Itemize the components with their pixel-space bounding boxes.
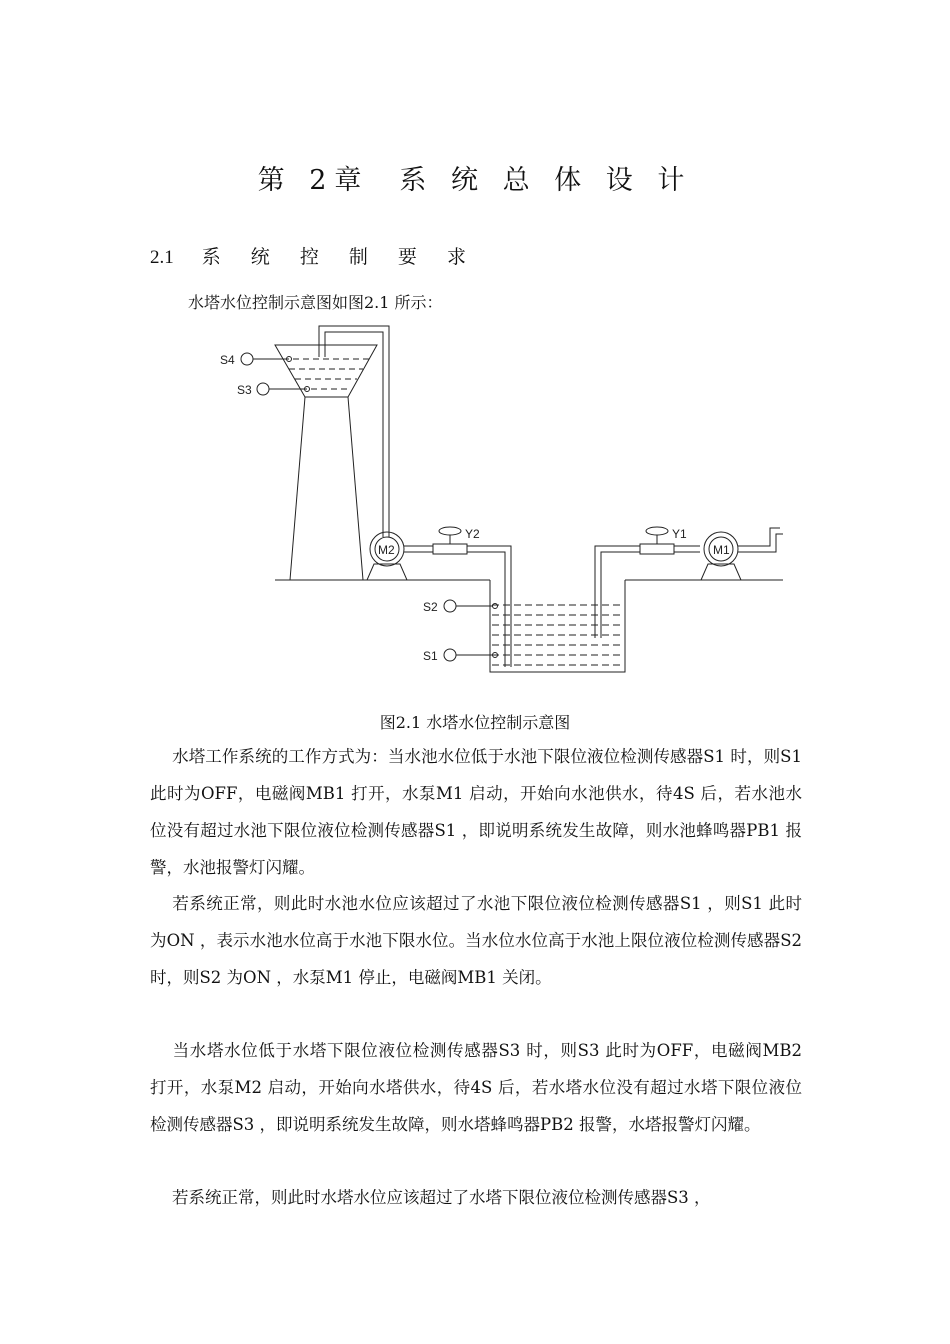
- valve-y1-label: Y1: [672, 527, 687, 541]
- sensor-s2-label: S2: [423, 600, 438, 614]
- tower-water-lines: [283, 359, 369, 389]
- valve-y2-label: Y2: [465, 527, 480, 541]
- pool-outline: [490, 580, 625, 672]
- figure-caption: 图2.1 水塔水位控制示意图: [379, 713, 571, 732]
- sensor-s4: [241, 353, 253, 365]
- sensor-s1: [444, 649, 456, 661]
- paragraph-2: 若系统正常，则此时水池水位应该超过了水池下限位液位检测传感器S1 ，则S1 此时为ON ，表示水池水位高于水池下限水位。当水位水位高于水池上限位液位检测传感器S2 时，则S2 为ON ，水泵M1 停止，电磁阀MB1 关闭。: [150, 894, 802, 987]
- intro-text: 水塔水位控制示意图如图2.1 所示：: [188, 293, 443, 312]
- sensor-s3: [257, 383, 269, 395]
- pump-m2-label: M2: [378, 543, 395, 557]
- paragraph-3: 当水塔水位低于水塔下限位液位检测传感器S3 时，则S3 此时为OFF，电磁阀MB2 打开，水泵M2 启动，开始向水塔供水，待4S 后，若水塔水位没有超过水塔下限位液位检测传感器S3 ，即说明系统发生故障，则水塔蜂鸣器PB2 报警，水塔报警灯闪耀。: [150, 1041, 802, 1134]
- paragraph-1: 水塔工作系统的工作方式为：当水池水位低于水池下限位液位检测传感器S1 时，则S1 此时为OFF，电磁阀MB1 打开，水泵M1 启动，开始向水池供水，待4S 后，若水池水位没有超过水池下限位液位检测传感器S1 ，即说明系统发生故障，则水池蜂鸣器PB1 报警，水池报警灯闪耀。: [150, 747, 802, 877]
- section-number: 2.1: [150, 247, 174, 268]
- pool-water-lines: [492, 605, 623, 665]
- sensor-s2: [444, 600, 456, 612]
- sensor-s3-label: S3: [237, 383, 252, 397]
- chapter-number: 第 2章: [257, 165, 370, 196]
- sensor-s1-label: S1: [423, 649, 438, 663]
- valve-y1: [640, 544, 674, 554]
- section-name: 系 统 控 制 要 求: [201, 246, 478, 268]
- chapter-title: [0, 158, 950, 197]
- tower-right-leg: [348, 397, 363, 580]
- chapter-name: 系 统 总 体 设 计: [399, 165, 693, 196]
- section-heading: [150, 242, 478, 269]
- tower-left-leg: [290, 397, 305, 580]
- paragraph-4: 若系统正常，则此时水塔水位应该超过了水塔下限位液位检测传感器S3 ，: [172, 1188, 711, 1207]
- sensor-s4-label: S4: [220, 353, 235, 367]
- tower-feed-pipe: [325, 332, 383, 537]
- tower-feed-pipe-inner: [319, 326, 389, 537]
- valve-y2: [433, 544, 467, 554]
- pump-m1-label: M1: [713, 543, 730, 557]
- water-tower-diagram: [215, 322, 790, 682]
